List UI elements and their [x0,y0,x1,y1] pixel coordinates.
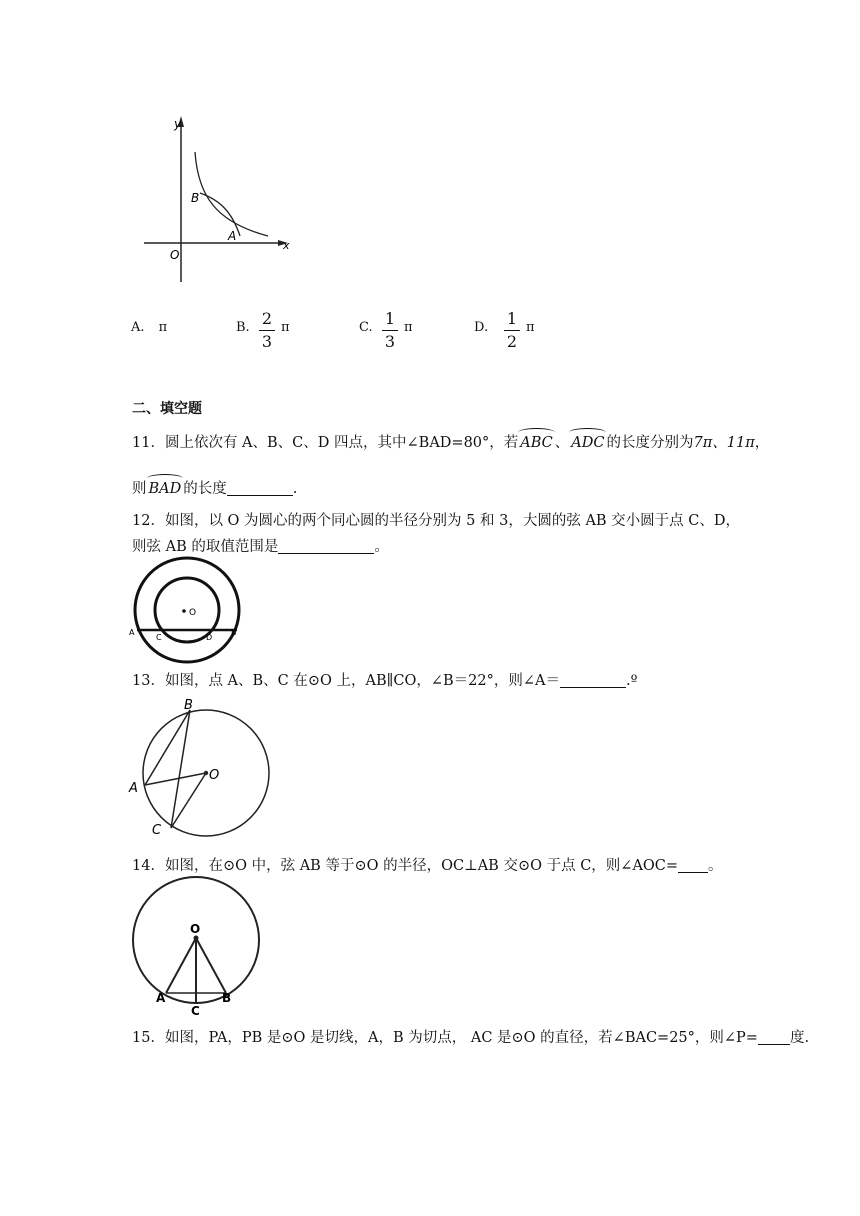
q15-end: 度. [789,1030,810,1046]
y-axis-label: y [174,117,182,131]
option-b-numerator: 2 [261,309,273,328]
q14-label-a: A [156,991,166,1005]
q11-text-3: ， [754,435,770,451]
q15-text: 15．如图，PA，PB 是⊙O 是切线，A，B 为切点， AC 是⊙O 的直径，若∠BAC=25°，则∠P= [132,1030,758,1046]
q12-label-d: D [206,633,213,642]
q13-end: .º [625,673,638,689]
q12-label-c: C [156,633,162,642]
option-c-pi: π [404,320,413,335]
q11-line2-prefix: 则 [132,481,147,497]
q11-arc-bad: BAD [147,478,184,500]
q12-line-2-text: 则弦 AB 的取值范围是 [132,539,279,555]
point-a-label: A [228,229,237,243]
q12-label-b: B [231,628,237,637]
option-c-denominator: 3 [384,332,396,351]
q13-label-a: A [129,781,138,796]
option-b-pi: π [281,320,290,335]
q14-label-c: C [191,1004,200,1018]
q11-arc-abc: ABC [518,432,555,454]
q12-end: 。 [374,539,389,555]
q11-arc-adc: ADC [569,432,606,454]
option-b-denominator: 3 [261,332,273,351]
option-d-numerator: 1 [506,309,518,328]
q14-end: 。 [708,858,723,874]
q11-values: 7π、11π [693,435,755,451]
q11-end: . [292,481,298,497]
option-b-label: B. [236,320,250,335]
q12-label-a: A [129,628,135,637]
option-d-pi: π [526,320,535,335]
question-15 [132,1027,809,1049]
q13-text: 13．如图，点 A、B、C 在⊙O 上，AB∥CO，∠B＝22°，则∠A＝ [132,673,560,689]
origin-label: O [170,248,180,262]
option-a-value: π [158,320,168,335]
point-b-label: B [191,191,200,205]
q11-sep: 、 [554,435,570,451]
q13-label-c: C [152,823,162,838]
option-c-label: C. [359,320,373,335]
q12-label-o: O [189,608,197,618]
option-c-numerator: 1 [384,309,396,328]
section-title: 二、填空题 [132,401,202,417]
q11-line2-suffix: 的长度 [183,481,227,497]
q14-label-o: O [190,922,201,936]
q14-label-b: B [222,991,232,1005]
question-12-line-1: 12．如图，以 O 为圆心的两个同心圆的半径分别为 5 和 3，大圆的弦 AB 交小圆于点 C、D， [132,513,741,529]
option-d-denominator: 2 [506,332,518,351]
q13-label-o: O [209,768,220,783]
q11-text-1: 11．圆上依次有 A、B、C、D 四点，其中∠BAD=80°，若 [132,435,519,451]
q14-text: 14．如图，在⊙O 中，弦 AB 等于⊙O 的半径，OC⊥AB 交⊙O 于点 C，则∠AOC= [132,858,679,874]
q11-text-2: 的长度分别为 [606,435,694,451]
option-d-label: D. [474,320,489,335]
option-a-label: A. [131,320,145,335]
q15-answer-blank[interactable] [758,1029,790,1045]
q13-label-b: B [184,698,193,713]
x-axis-label: x [283,239,290,252]
